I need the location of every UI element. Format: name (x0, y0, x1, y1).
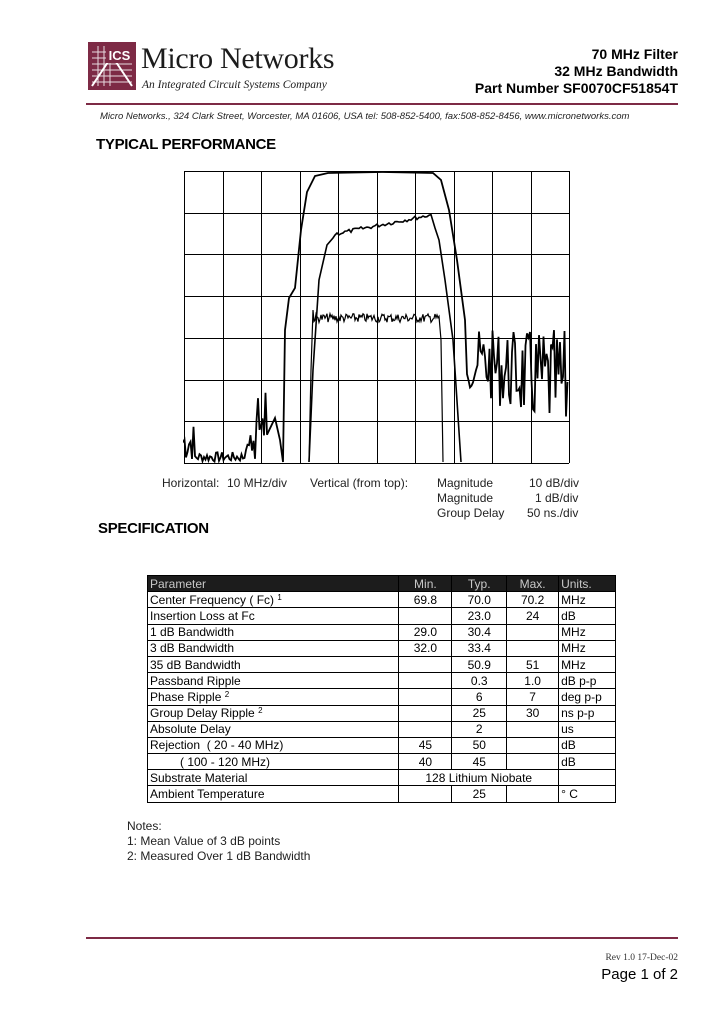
col-units: Units. (559, 576, 616, 592)
note-1: 1: Mean Value of 3 dB points (127, 834, 281, 848)
units-cell: MHz (559, 656, 616, 672)
max-cell: 30 (507, 705, 559, 721)
col-min: Min. (399, 576, 452, 592)
units-cell: MHz (559, 624, 616, 640)
max-cell (507, 624, 559, 640)
table-row (148, 608, 616, 624)
notes-title: Notes: (127, 819, 162, 833)
footnote-marker: 2 (258, 706, 263, 716)
max-cell (507, 754, 559, 770)
company-name: Micro Networks (141, 42, 335, 75)
units-cell: MHz (559, 640, 616, 656)
header-divider (86, 103, 678, 105)
performance-heading: TYPICAL PERFORMANCE (96, 136, 276, 153)
min-cell: 40 (399, 754, 452, 770)
min-cell: 32.0 (399, 640, 452, 656)
min-cell (399, 673, 452, 689)
scale-value-2: 1 dB/div (535, 491, 579, 505)
company-logo (88, 42, 136, 90)
typ-cell: 70.0 (452, 592, 507, 608)
typ-cell: 33.4 (452, 640, 507, 656)
scale-name-3: Group Delay (437, 506, 505, 520)
horizontal-label: Horizontal: (162, 476, 220, 490)
plot-grid (184, 171, 570, 464)
horizontal-value: 10 MHz/div (227, 476, 288, 490)
company-tagline: An Integrated Circuit Systems Company (142, 79, 327, 91)
typ-cell: 23.0 (452, 608, 507, 624)
param-cell: Rejection ( 20 - 40 MHz) (148, 737, 399, 753)
units-cell: MHz (559, 592, 616, 608)
min-cell (399, 689, 452, 705)
min-cell: 69.8 (399, 592, 452, 608)
revision-label: Rev 1.0 17-Dec-02 (605, 953, 678, 963)
performance-plot (183, 170, 570, 469)
table-row (148, 721, 616, 737)
table-row (148, 640, 616, 656)
max-cell: 1.0 (507, 673, 559, 689)
max-cell (507, 737, 559, 753)
table-row (148, 592, 616, 608)
min-cell (399, 705, 452, 721)
vertical-label: Vertical (from top): (310, 476, 409, 490)
min-cell: 45 (399, 737, 452, 753)
typ-cell: 25 (452, 705, 507, 721)
param-cell: Ambient Temperature (148, 786, 399, 802)
max-cell (507, 721, 559, 737)
table-row (148, 737, 616, 753)
typ-cell: 0.3 (452, 673, 507, 689)
units-cell: ns p-p (559, 705, 616, 721)
units-cell: dB (559, 608, 616, 624)
min-cell (399, 721, 452, 737)
param-cell: Phase Ripple $^2$ (148, 689, 399, 705)
min-cell (399, 786, 452, 802)
units-cell: dB (559, 737, 616, 753)
col-typ: Typ. (452, 576, 507, 592)
typ-cell: 50.9 (452, 656, 507, 672)
param-cell: Group Delay Ripple $^2$ (148, 705, 399, 721)
units-cell: deg p-p (559, 689, 616, 705)
table-row (148, 689, 616, 705)
product-title: 70 MHz Filter (591, 46, 678, 62)
typ-cell: 6 (452, 689, 507, 705)
scale-name-1: Magnitude (437, 476, 494, 490)
units-cell: dB (559, 754, 616, 770)
min-cell (399, 656, 452, 672)
substrate-value: 128 Lithium Niobate (399, 770, 559, 786)
param-cell: Absolute Delay (148, 721, 399, 737)
specification-table (147, 575, 616, 803)
table-row (148, 786, 616, 802)
footnote-marker: 1 (277, 592, 282, 602)
logo-text: ICS (108, 48, 131, 63)
table-row (148, 770, 616, 786)
units-cell: ° C (559, 786, 616, 802)
max-cell: 7 (507, 689, 559, 705)
param-cell: Substrate Material (148, 770, 399, 786)
max-cell (507, 786, 559, 802)
max-cell: 24 (507, 608, 559, 624)
typ-cell: 50 (452, 737, 507, 753)
param-cell: Center Frequency ( Fc) $^1$ (148, 592, 399, 608)
table-row (148, 754, 616, 770)
scale-name-2: Magnitude (437, 491, 494, 505)
part-number: Part Number SF0070CF51854T (474, 80, 678, 96)
table-header-row (148, 576, 616, 592)
trace-group-delay (309, 310, 443, 462)
table-row (148, 705, 616, 721)
min-cell: 29.0 (399, 624, 452, 640)
max-cell: 51 (507, 656, 559, 672)
max-cell (507, 640, 559, 656)
min-cell (399, 608, 452, 624)
company-address: Micro Networks., 324 Clark Street, Worcester, MA 01606, USA tel: 508-852-5400, fax:508-852-8456, www.micronetworks.com (100, 111, 630, 122)
table-row (148, 673, 616, 689)
units-cell: us (559, 721, 616, 737)
typ-cell: 30.4 (452, 624, 507, 640)
param-cell: 1 dB Bandwidth (148, 624, 399, 640)
typ-cell: 45 (452, 754, 507, 770)
page-number: Page 1 of 2 (601, 966, 678, 983)
max-cell: 70.2 (507, 592, 559, 608)
specification-heading: SPECIFICATION (98, 520, 209, 537)
param-cell: 35 dB Bandwidth (148, 656, 399, 672)
col-parameter: Parameter (148, 576, 399, 592)
units-cell: dB p-p (559, 673, 616, 689)
table-row (148, 656, 616, 672)
param-cell: Insertion Loss at Fc (148, 608, 399, 624)
col-max: Max. (507, 576, 559, 592)
param-cell: 3 dB Bandwidth (148, 640, 399, 656)
units-cell (559, 770, 616, 786)
table-row (148, 624, 616, 640)
typ-cell: 2 (452, 721, 507, 737)
typ-cell: 25 (452, 786, 507, 802)
note-2: 2: Measured Over 1 dB Bandwidth (127, 849, 311, 863)
footer-divider (86, 937, 678, 939)
trace-magnitude-10db (183, 172, 568, 462)
product-bandwidth: 32 MHz Bandwidth (554, 63, 678, 79)
param-cell: ( 100 - 120 MHz) (148, 754, 399, 770)
param-cell: Passband Ripple (148, 673, 399, 689)
scale-value-1: 10 dB/div (529, 476, 580, 490)
scale-value-3: 50 ns./div (527, 506, 579, 520)
footnote-marker: 2 (224, 689, 230, 699)
